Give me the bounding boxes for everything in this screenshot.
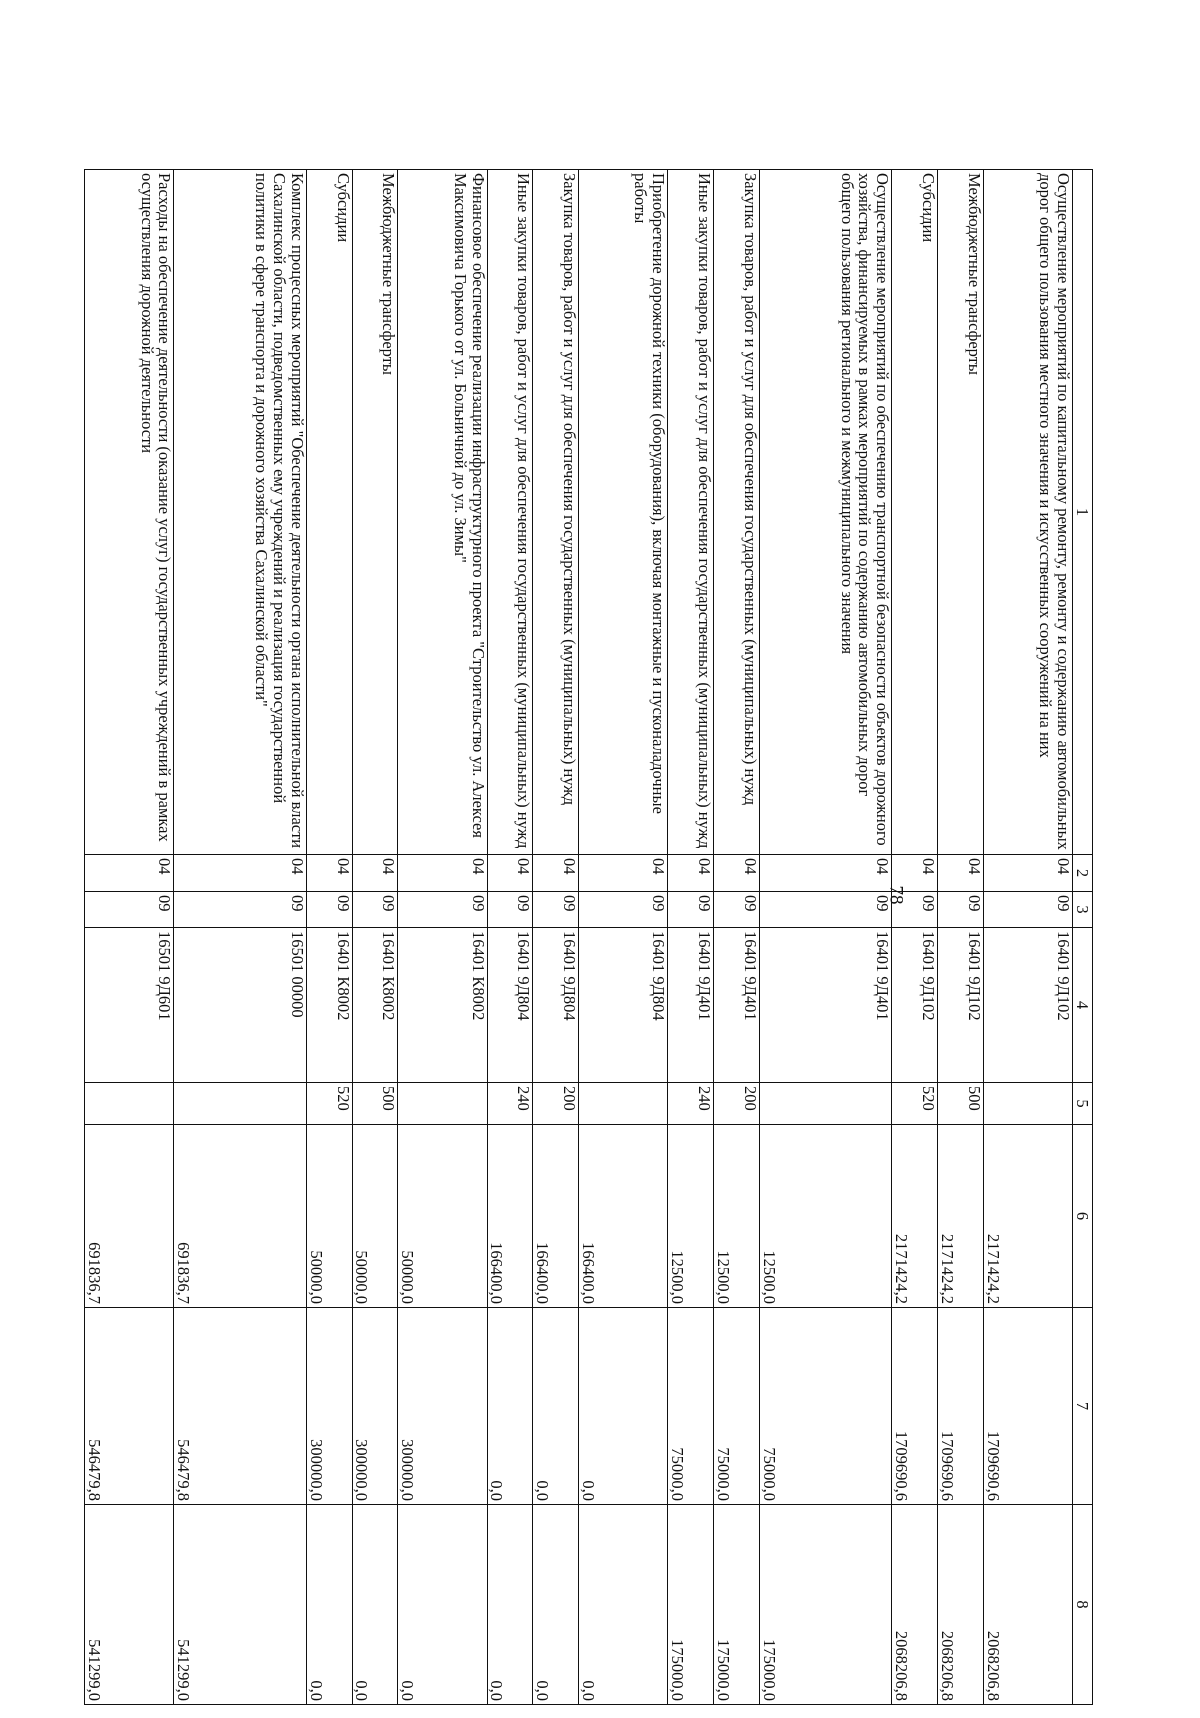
table-row <box>579 170 668 1705</box>
target-article-cell: 16401 9Д804 <box>487 928 533 1083</box>
subsection-code-cell: 09 <box>579 892 668 928</box>
amount-year1-cell: 12500,0 <box>668 1125 714 1308</box>
header-cell: 4 <box>1073 928 1093 1083</box>
header-cell: 1 <box>1073 170 1093 855</box>
amount-year1-cell: 12500,0 <box>714 1125 760 1308</box>
row-name-cell: Осуществление мероприятий по капитальному ремонту, ремонту и содержанию автомобильных дорог общего пользования местного значения и искусственных сооружений на них <box>983 170 1072 855</box>
amount-year2-cell: 300000,0 <box>398 1308 487 1505</box>
amount-year1-cell: 691836,7 <box>174 1125 307 1308</box>
header-cell: 5 <box>1073 1083 1093 1125</box>
subsection-code-cell: 09 <box>398 892 487 928</box>
expense-type-cell: 520 <box>306 1083 352 1125</box>
target-article-cell: 16401 9Д401 <box>714 928 760 1083</box>
amount-year3-cell: 0,0 <box>579 1505 668 1705</box>
target-article-cell: 16401 К8002 <box>306 928 352 1083</box>
table-row <box>174 170 307 1705</box>
amount-year2-cell: 300000,0 <box>352 1308 398 1505</box>
table-row <box>533 170 579 1705</box>
subsection-code-cell: 09 <box>714 892 760 928</box>
table-row <box>714 170 760 1705</box>
target-article-cell: 16401 9Д804 <box>579 928 668 1083</box>
section-code-cell: 04 <box>352 855 398 892</box>
expense-type-cell <box>174 1083 307 1125</box>
page-number: 78 <box>885 885 907 905</box>
row-name-cell: Приобретение дорожной техники (оборудования), включая монтажные и пусконаладочные работы <box>579 170 668 855</box>
expense-type-cell: 520 <box>892 1083 938 1125</box>
subsection-code-cell: 09 <box>983 892 1072 928</box>
target-article-cell: 16401 9Д401 <box>759 928 892 1083</box>
amount-year1-cell: 2171424,2 <box>983 1125 1072 1308</box>
target-article-cell: 16401 К8002 <box>352 928 398 1083</box>
row-name-cell: Финансовое обеспечение реализации инфраструктурного проекта "Строительство ул. Алексея Максимовича Горького от ул. Больничной до ул. Зимы" <box>398 170 487 855</box>
section-code-cell: 04 <box>174 855 307 892</box>
amount-year3-cell: 2068206,8 <box>938 1505 984 1705</box>
amount-year3-cell: 175000,0 <box>759 1505 892 1705</box>
amount-year2-cell: 1709690,6 <box>892 1308 938 1505</box>
table-row <box>938 170 984 1705</box>
amount-year3-cell: 0,0 <box>487 1505 533 1705</box>
amount-year3-cell: 175000,0 <box>668 1505 714 1705</box>
amount-year3-cell: 2068206,8 <box>892 1505 938 1705</box>
amount-year2-cell: 1709690,6 <box>983 1308 1072 1505</box>
header-cell: 3 <box>1073 892 1093 928</box>
section-code-cell: 04 <box>85 855 174 892</box>
amount-year2-cell: 546479,8 <box>85 1308 174 1505</box>
row-name-cell: Межбюджетные трансферты <box>938 170 984 855</box>
expense-type-cell <box>983 1083 1072 1125</box>
amount-year3-cell: 0,0 <box>533 1505 579 1705</box>
table-row <box>983 170 1072 1705</box>
amount-year2-cell: 0,0 <box>579 1308 668 1505</box>
section-code-cell: 04 <box>983 855 1072 892</box>
expense-type-cell <box>85 1083 174 1125</box>
row-name-cell: Закупка товаров, работ и услуг для обеспечения государственных (муниципальных) нужд <box>533 170 579 855</box>
amount-year3-cell: 541299,0 <box>174 1505 307 1705</box>
subsection-code-cell: 09 <box>892 892 938 928</box>
target-article-cell: 16401 9Д102 <box>983 928 1072 1083</box>
row-name-cell: Субсидии <box>306 170 352 855</box>
row-name-cell: Осуществление мероприятий по обеспечению транспортной безопасности объектов дорожного хозяйства, финансируемых в рамках мероприятий по содержанию автомобильных дорог общего пользования регионального и межмуниципального значения <box>759 170 892 855</box>
section-code-cell: 04 <box>759 855 892 892</box>
amount-year3-cell: 0,0 <box>352 1505 398 1705</box>
header-cell: 7 <box>1073 1308 1093 1505</box>
row-name-cell: Расходы на обеспечение деятельности (оказание услуг) государственных учреждений в рамках осуществления дорожной деятельности <box>85 170 174 855</box>
table-row <box>668 170 714 1705</box>
header-cell: 2 <box>1073 855 1093 892</box>
amount-year2-cell: 546479,8 <box>174 1308 307 1505</box>
table-row <box>759 170 892 1705</box>
amount-year2-cell: 1709690,6 <box>938 1308 984 1505</box>
subsection-code-cell: 09 <box>487 892 533 928</box>
amount-year1-cell: 166400,0 <box>579 1125 668 1308</box>
expense-type-cell <box>398 1083 487 1125</box>
row-name-cell: Иные закупки товаров, работ и услуг для обеспечения государственных (муниципальных) нужд <box>668 170 714 855</box>
expense-type-cell: 240 <box>668 1083 714 1125</box>
subsection-code-cell: 09 <box>668 892 714 928</box>
table-header-row <box>1073 170 1093 1705</box>
amount-year3-cell: 175000,0 <box>714 1505 760 1705</box>
table-row <box>85 170 174 1705</box>
amount-year1-cell: 166400,0 <box>487 1125 533 1308</box>
row-name-cell: Комплекс процессных мероприятий "Обеспечение деятельности органа исполнительной власти Сахалинской области, подведомственных ему учреждений и реализация государственной политики в сфере транспорта и дорожного хозяйства Сахалинской области" <box>174 170 307 855</box>
subsection-code-cell: 09 <box>85 892 174 928</box>
subsection-code-cell: 09 <box>174 892 307 928</box>
subsection-code-cell: 09 <box>533 892 579 928</box>
amount-year3-cell: 0,0 <box>398 1505 487 1705</box>
subsection-code-cell: 09 <box>306 892 352 928</box>
amount-year3-cell: 0,0 <box>306 1505 352 1705</box>
row-name-cell: Иные закупки товаров, работ и услуг для обеспечения государственных (муниципальных) нужд <box>487 170 533 855</box>
expense-type-cell: 240 <box>487 1083 533 1125</box>
expense-type-cell: 500 <box>352 1083 398 1125</box>
expense-type-cell: 200 <box>533 1083 579 1125</box>
table-row <box>398 170 487 1705</box>
section-code-cell: 04 <box>938 855 984 892</box>
subsection-code-cell: 09 <box>352 892 398 928</box>
header-cell: 6 <box>1073 1125 1093 1308</box>
table-row <box>306 170 352 1705</box>
target-article-cell: 16501 00000 <box>174 928 307 1083</box>
target-article-cell: 16501 9Д601 <box>85 928 174 1083</box>
amount-year1-cell: 50000,0 <box>398 1125 487 1308</box>
amount-year2-cell: 0,0 <box>533 1308 579 1505</box>
header-cell: 8 <box>1073 1505 1093 1705</box>
expense-type-cell <box>579 1083 668 1125</box>
target-article-cell: 16401 9Д804 <box>533 928 579 1083</box>
expense-type-cell: 500 <box>938 1083 984 1125</box>
amount-year1-cell: 2171424,2 <box>938 1125 984 1308</box>
amount-year2-cell: 75000,0 <box>759 1308 892 1505</box>
section-code-cell: 04 <box>306 855 352 892</box>
budget-table <box>84 169 1093 1705</box>
section-code-cell: 04 <box>714 855 760 892</box>
row-name-cell: Субсидии <box>892 170 938 855</box>
expense-type-cell <box>759 1083 892 1125</box>
amount-year2-cell: 300000,0 <box>306 1308 352 1505</box>
table-body <box>85 170 1093 1705</box>
target-article-cell: 16401 9Д102 <box>938 928 984 1083</box>
amount-year3-cell: 541299,0 <box>85 1505 174 1705</box>
section-code-cell: 04 <box>892 855 938 892</box>
amount-year1-cell: 12500,0 <box>759 1125 892 1308</box>
section-code-cell: 04 <box>579 855 668 892</box>
section-code-cell: 04 <box>398 855 487 892</box>
section-code-cell: 04 <box>668 855 714 892</box>
expense-type-cell: 200 <box>714 1083 760 1125</box>
amount-year2-cell: 75000,0 <box>668 1308 714 1505</box>
amount-year2-cell: 0,0 <box>487 1308 533 1505</box>
section-code-cell: 04 <box>487 855 533 892</box>
section-code-cell: 04 <box>533 855 579 892</box>
amount-year1-cell: 50000,0 <box>306 1125 352 1308</box>
table-row <box>892 170 938 1705</box>
amount-year2-cell: 75000,0 <box>714 1308 760 1505</box>
amount-year1-cell: 166400,0 <box>533 1125 579 1308</box>
amount-year1-cell: 50000,0 <box>352 1125 398 1308</box>
row-name-cell: Межбюджетные трансферты <box>352 170 398 855</box>
target-article-cell: 16401 9Д401 <box>668 928 714 1083</box>
target-article-cell: 16401 К8002 <box>398 928 487 1083</box>
amount-year1-cell: 2171424,2 <box>892 1125 938 1308</box>
subsection-code-cell: 09 <box>759 892 892 928</box>
target-article-cell: 16401 9Д102 <box>892 928 938 1083</box>
budget-table-sheet <box>84 169 1093 1704</box>
amount-year1-cell: 691836,7 <box>85 1125 174 1308</box>
table-row <box>487 170 533 1705</box>
subsection-code-cell: 09 <box>938 892 984 928</box>
amount-year3-cell: 2068206,8 <box>983 1505 1072 1705</box>
row-name-cell: Закупка товаров, работ и услуг для обеспечения государственных (муниципальных) нужд <box>714 170 760 855</box>
table-row <box>352 170 398 1705</box>
